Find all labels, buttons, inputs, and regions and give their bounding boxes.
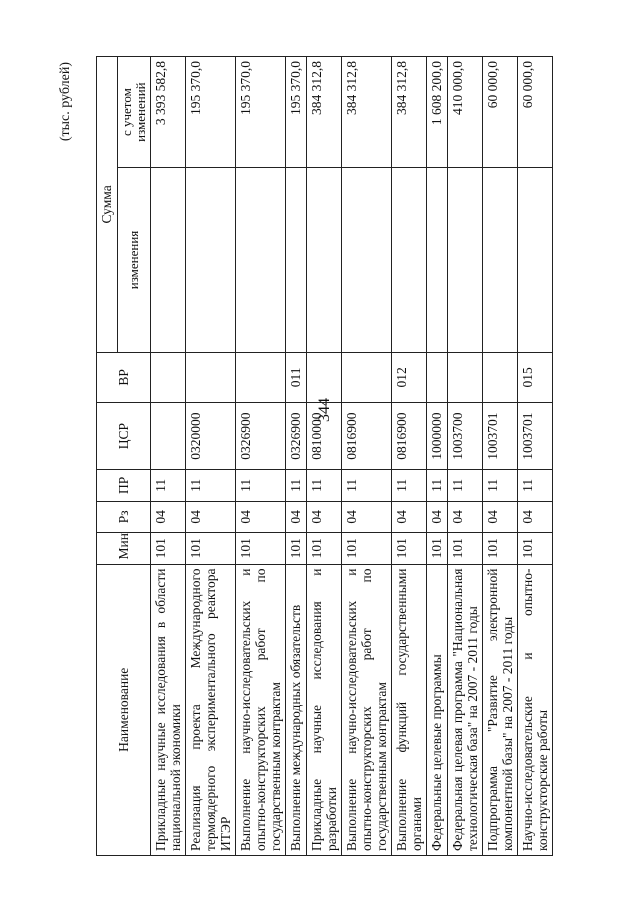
- page-number: 344: [316, 398, 333, 422]
- row-name: Выполнение научно-исследовательских и опытно-конструкторских работ по государственным контрактам: [342, 564, 392, 855]
- row-csr: 1000000: [427, 403, 448, 470]
- row-min: 101: [186, 533, 236, 564]
- units-note: (тыс. рублей): [58, 62, 73, 142]
- row-total: 1 608 200,0: [427, 57, 448, 168]
- row-rz: 04: [427, 501, 448, 532]
- row-rz: 04: [186, 501, 236, 532]
- row-name: Выполнение научно-исследовательских и опытно-конструкторских работ по государственным контрактам: [236, 564, 286, 855]
- row-changes: [392, 168, 427, 353]
- row-changes: [342, 168, 392, 353]
- row-rz: 04: [518, 501, 553, 532]
- row-name: Подпрограмма "Развитие электронной компонентной базы" на 2007 - 2011 годы: [483, 564, 518, 855]
- row-min: 101: [236, 533, 286, 564]
- row-changes: [448, 168, 483, 353]
- table-row: [342, 57, 392, 856]
- row-pr: 11: [286, 470, 307, 501]
- row-min: 101: [342, 533, 392, 564]
- row-vr: [342, 352, 392, 402]
- row-pr: 11: [427, 470, 448, 501]
- row-changes: [286, 168, 307, 353]
- rotated-sheet: [52, 50, 572, 870]
- row-csr: 0320000: [186, 403, 236, 470]
- row-csr: 0326900: [286, 403, 307, 470]
- row-rz: 04: [236, 501, 286, 532]
- row-rz: 04: [392, 501, 427, 532]
- row-rz: 04: [342, 501, 392, 532]
- table-row: [427, 57, 448, 856]
- header-csr: ЦСР: [97, 403, 151, 470]
- row-name: Научно-исследовательские и опытно-конструкторские работы: [518, 564, 553, 855]
- row-name: Выполнение функций государственными органами: [392, 564, 427, 855]
- row-changes: [236, 168, 286, 353]
- row-rz: 04: [483, 501, 518, 532]
- row-name: Реализация проекта Международного термоядерного экспериментального реактора ИТЭР: [186, 564, 236, 855]
- row-vr: [307, 352, 342, 402]
- header-row-1: [97, 57, 118, 856]
- row-rz: 04: [448, 501, 483, 532]
- row-name: Федеральные целевые программы: [427, 564, 448, 855]
- budget-table: [96, 56, 553, 856]
- table-row: [518, 57, 553, 856]
- table-row: [392, 57, 427, 856]
- row-vr: 015: [518, 352, 553, 402]
- row-vr: [236, 352, 286, 402]
- row-name: Выполнение международных обязательств: [286, 564, 307, 855]
- row-csr: 1003700: [448, 403, 483, 470]
- header-with-changes: с учетом изменений: [118, 57, 151, 168]
- row-total: 195 370,0: [286, 57, 307, 168]
- row-pr: 11: [342, 470, 392, 501]
- row-total: 60 000,0: [518, 57, 553, 168]
- header-sum: Сумма: [97, 57, 118, 353]
- row-name: Федеральная целевая программа "Национальная технологическая база" на 2007 - 2011 годы: [448, 564, 483, 855]
- row-pr: 11: [392, 470, 427, 501]
- row-pr: 11: [518, 470, 553, 501]
- row-total: 384 312,8: [392, 57, 427, 168]
- row-pr: 11: [307, 470, 342, 501]
- row-csr: 1003701: [518, 403, 553, 470]
- row-csr: 1003701: [483, 403, 518, 470]
- row-vr: [483, 352, 518, 402]
- row-csr: 0326900: [236, 403, 286, 470]
- header-name: Наименование: [97, 564, 151, 855]
- row-changes: [307, 168, 342, 353]
- row-min: 101: [448, 533, 483, 564]
- row-pr: 11: [236, 470, 286, 501]
- row-vr: 011: [286, 352, 307, 402]
- row-pr: 11: [151, 470, 186, 501]
- row-rz: 04: [151, 501, 186, 532]
- header-vr: ВР: [97, 352, 151, 402]
- row-vr: [186, 352, 236, 402]
- header-min: Мин: [97, 533, 151, 564]
- row-changes: [483, 168, 518, 353]
- table-row: [307, 57, 342, 856]
- header-rz: Рз: [97, 501, 151, 532]
- table-row: [186, 57, 236, 856]
- row-changes: [518, 168, 553, 353]
- row-total: 60 000,0: [483, 57, 518, 168]
- row-total: 384 312,8: [342, 57, 392, 168]
- header-pr: ПР: [97, 470, 151, 501]
- row-total: 410 000,0: [448, 57, 483, 168]
- row-csr: [151, 403, 186, 470]
- table-row: [483, 57, 518, 856]
- row-total: 195 370,0: [186, 57, 236, 168]
- row-vr: 012: [392, 352, 427, 402]
- row-vr: [151, 352, 186, 402]
- row-csr: 0810000: [307, 403, 342, 470]
- row-pr: 11: [483, 470, 518, 501]
- row-min: 101: [151, 533, 186, 564]
- row-changes: [427, 168, 448, 353]
- row-pr: 11: [448, 470, 483, 501]
- row-name: Прикладные научные исследования в области национальной экономики: [151, 564, 186, 855]
- row-vr: [427, 352, 448, 402]
- row-csr: 0816900: [392, 403, 427, 470]
- table-row: [151, 57, 186, 856]
- row-min: 101: [483, 533, 518, 564]
- row-name: Прикладные научные исследования и разработки: [307, 564, 342, 855]
- row-min: 101: [427, 533, 448, 564]
- row-min: 101: [392, 533, 427, 564]
- row-changes: [151, 168, 186, 353]
- row-pr: 11: [186, 470, 236, 501]
- row-total: 384 312,8: [307, 57, 342, 168]
- row-csr: 0816900: [342, 403, 392, 470]
- row-total: 3 393 582,8: [151, 57, 186, 168]
- row-min: 101: [286, 533, 307, 564]
- row-rz: 04: [286, 501, 307, 532]
- row-min: 101: [518, 533, 553, 564]
- row-min: 101: [307, 533, 342, 564]
- row-total: 195 370,0: [236, 57, 286, 168]
- row-changes: [186, 168, 236, 353]
- row-rz: 04: [307, 501, 342, 532]
- row-vr: [448, 352, 483, 402]
- header-changes: изменения: [118, 168, 151, 353]
- table-row: [286, 57, 307, 856]
- table-row: [236, 57, 286, 856]
- table-row: [448, 57, 483, 856]
